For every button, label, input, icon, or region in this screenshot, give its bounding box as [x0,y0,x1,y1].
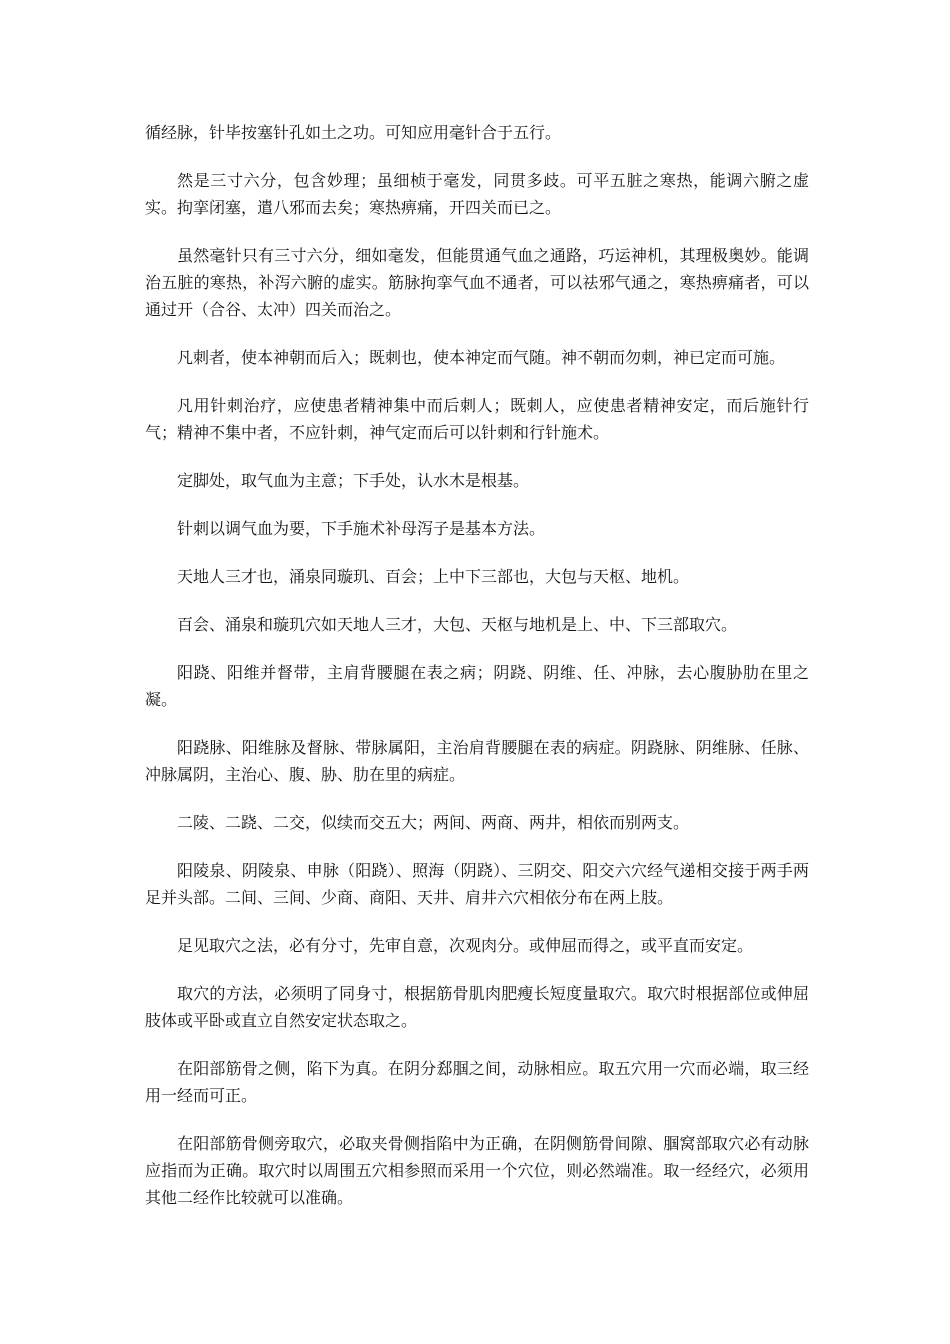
paragraph: 定脚处，取气血为主意；下手处，认水木是根基。 [177,471,530,490]
paragraph: 凡刺者，使本神朝而后入；既刺也，使本神定而气随。神不朝而勿刺，神已定而可施。 [177,348,786,367]
paragraph: 足见取穴之法，必有分寸，先审自意，次观肉分。或伸屈而得之，或平直而安定。 [177,936,754,955]
paragraph: 循经脉，针毕按塞针孔如土之功。可知应用毫针合于五行。 [145,123,562,142]
paragraph: 取穴的方法，必须明了同身寸，根据筋骨肌肉肥瘦长短度量取穴。取穴时根据部位或伸屈肢体或平卧或直立自然安定状态取之。 [145,984,809,1030]
paragraph: 在阳部筋骨之侧，陷下为真。在阴分郄腘之间，动脉相应。取五穴用一穴而必端，取三经用一经而可正。 [145,1059,809,1105]
paragraph: 天地人三才也，涌泉同璇玑、百会；上中下三部也，大包与天枢、地机。 [177,567,690,586]
paragraph: 针刺以调气血为要，下手施术补母泻子是基本方法。 [177,519,546,538]
document-page [145,119,809,1232]
paragraph: 阳跷、阳维并督带，主肩背腰腿在表之病；阴跷、阴维、任、冲脉，去心腹胁肋在里之凝。 [145,663,809,709]
paragraph: 阳陵泉、阴陵泉、申脉（阳跷）、照海（阴跷）、三阴交、阳交六穴经气递相交接于两手两足并头部。二间、三间、少商、商阳、天井、肩井六穴相依分布在两上肢。 [145,861,809,907]
paragraph: 然是三寸六分，包含妙理；虽细桢于毫发，同贯多歧。可平五脏之寒热，能调六腑之虚实。拘挛闭塞，遣八邪而去矣；寒热痹痛，开四关而已之。 [145,171,809,217]
paragraph: 凡用针刺治疗，应使患者精神集中而后刺人；既刺人，应使患者精神安定，而后施针行气；精神不集中者，不应针刺，神气定而后可以针刺和行针施术。 [145,396,809,442]
paragraph: 虽然毫针只有三寸六分，细如毫发，但能贯通气血之通路，巧运神机，其理极奥妙。能调治五脏的寒热，补泻六腑的虚实。筋脉拘挛气血不通者，可以祛邪气通之，寒热痹痛者，可以通过开（合谷、太冲）四关而治之。 [145,246,809,319]
paragraph: 百会、涌泉和璇玑穴如天地人三才，大包、天枢与地机是上、中、下三部取穴。 [177,615,738,634]
paragraph: 二陵、二跷、二交，似续而交五大；两间、两商、两井，相依而别两支。 [177,813,690,832]
paragraph: 在阳部筋骨侧旁取穴，必取夹骨侧指陷中为正确，在阴侧筋骨间隙、腘窝部取穴必有动脉应指而为正确。取穴时以周围五穴相参照而采用一个穴位，则必然端准。取一经经穴，必须用其他二经作比较就可以准确。 [145,1134,809,1207]
paragraph: 阳跷脉、阳维脉及督脉、带脉属阳，主治肩背腰腿在表的病症。阴跷脉、阴维脉、任脉、冲脉属阴，主治心、腹、胁、肋在里的病症。 [145,738,809,784]
